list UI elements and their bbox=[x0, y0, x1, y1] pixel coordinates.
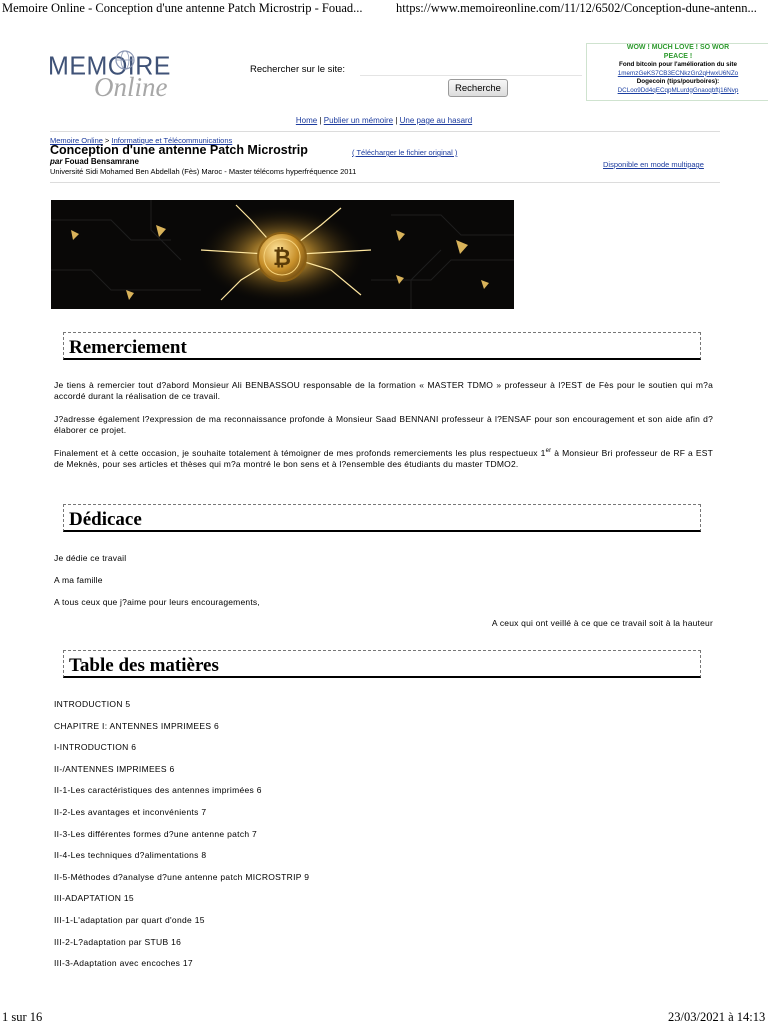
bitcoin-address-link[interactable]: 1memzGeKS7CB3ECNkzGn2qHwxU6NZo bbox=[617, 69, 739, 77]
donate-bitcoin-label: Fond bitcoin pour l'amélioration du site bbox=[619, 61, 737, 68]
divider bbox=[50, 131, 720, 132]
nav-publish-link[interactable]: Publier un mémoire bbox=[323, 116, 394, 125]
search-label: Rechercher sur le site: bbox=[250, 64, 346, 75]
toc-item[interactable]: III-1-L'adaptation par quart d'onde 15 bbox=[54, 915, 205, 925]
university-line: Université Sidi Mohamed Ben Abdellah (Fès) Maroc - Master télécoms hyperfréquence 2011 bbox=[50, 167, 357, 176]
section-heading-dedicace: Dédicace bbox=[63, 504, 701, 532]
toc-item[interactable]: III-3-Adaptation avec encoches 17 bbox=[54, 958, 193, 969]
page-title: Conception d'une antenne Patch Microstrip bbox=[50, 143, 308, 157]
globe-icon bbox=[114, 49, 136, 71]
donate-slogan: WOW ! MUCH LOVE ! SO WOR bbox=[626, 44, 730, 51]
divider bbox=[50, 182, 720, 183]
nav-random-link[interactable]: Une page au hasard bbox=[399, 116, 473, 125]
dedication-line: Je dédie ce travail bbox=[54, 553, 127, 563]
toc-item[interactable]: III-2-L?adaptation par STUB 16 bbox=[54, 936, 182, 947]
print-header-url: https://www.memoireonline.com/11/12/6502/Conception-dune-antenn... bbox=[396, 1, 757, 15]
paragraph-text: Finalement et à cette occasion, je souhaite totalement à témoigner de mes profonds remerciements les plus respectueux 1 bbox=[54, 448, 546, 458]
toc-item[interactable]: III-ADAPTATION 15 bbox=[54, 893, 134, 904]
banner-graphic bbox=[51, 200, 514, 309]
search-input[interactable] bbox=[360, 75, 582, 76]
paragraph bbox=[54, 448, 713, 470]
print-datetime: 23/03/2021 à 14:13 bbox=[668, 1010, 766, 1024]
toc-item[interactable]: II-5-Méthodes d?analyse d?une antenne patch MICROSTRIP 9 bbox=[54, 871, 310, 882]
logo-word-memoire: MEMOIRE bbox=[48, 51, 171, 81]
section-heading-remerciement: Remerciement bbox=[63, 332, 701, 360]
search-button[interactable]: Recherche bbox=[448, 79, 508, 97]
nav-separator: | bbox=[393, 116, 400, 125]
toc-item[interactable]: II-1-Les caractéristiques des antennes imprimées 6 bbox=[54, 785, 262, 796]
toc-item[interactable]: II-/ANTENNES IMPRIMEES 6 bbox=[54, 763, 175, 774]
nav-separator: | bbox=[317, 116, 324, 125]
toc-item[interactable]: CHAPITRE I: ANTENNES IMPRIMEES 6 bbox=[54, 720, 219, 731]
toc-item[interactable]: II-3-Les différentes formes d?une antenne patch 7 bbox=[54, 828, 258, 839]
print-header-title: Memoire Online - Conception d'une antenne Patch Microstrip - Fouad... bbox=[2, 1, 363, 15]
breadcrumb-root-link[interactable]: Memoire Online bbox=[50, 136, 103, 145]
breadcrumb-separator: > bbox=[102, 136, 112, 145]
toc-item[interactable]: II-2-Les avantages et inconvénients 7 bbox=[54, 807, 207, 817]
toc-item[interactable]: II-4-Les techniques d?alimentations 8 bbox=[54, 850, 207, 861]
print-footer bbox=[0, 1008, 768, 1024]
section-heading-toc: Table des matières bbox=[63, 650, 701, 678]
donate-dogecoin-label: Dogecoin (tips/pourboires): bbox=[636, 78, 720, 85]
author-by: par bbox=[50, 157, 63, 166]
top-nav bbox=[0, 116, 768, 125]
print-header bbox=[0, 0, 768, 18]
logo-word-online: Online bbox=[94, 72, 168, 102]
author-line bbox=[50, 157, 139, 166]
superscript: er bbox=[545, 448, 552, 455]
dedication-line: A ma famille bbox=[54, 575, 103, 585]
page-counter: 1 sur 16 bbox=[2, 1010, 43, 1024]
toc-item[interactable]: I-INTRODUCTION 6 bbox=[54, 742, 137, 753]
dedication-line: A ceux qui ont veillé à ce que ce travail soit à la hauteur bbox=[491, 618, 713, 628]
dedication-line: A tous ceux que j?aime pour leurs encouragements, bbox=[54, 597, 260, 607]
dogecoin-address-link[interactable]: DCLoo9Dd4qECqpMLurdgGnaoqbftj16Nvp bbox=[617, 86, 739, 94]
breadcrumb-category-link[interactable]: Informatique et Télécommunications bbox=[111, 136, 233, 145]
paragraph: Je tiens à remercier tout d?abord Monsieur Ali BENBASSOU responsable de la formation « MASTER TDMO » professeur à l?EST de Fès pour le soutien qui m?a accordé durant la réalisation de ce travail. bbox=[54, 380, 713, 401]
toc-item[interactable]: INTRODUCTION 5 bbox=[54, 699, 131, 709]
svg-text:₿: ₿ bbox=[273, 246, 291, 271]
site-logo[interactable] bbox=[48, 52, 188, 102]
bitcoin-banner-image[interactable] bbox=[51, 200, 514, 309]
paragraph-text: à Monsieur Bri professeur de RF a EST de Meknès, pour ses articles et thèses qui m?a montré le bon sens et à l?ensemble des étudiants du master TDMO2. bbox=[54, 448, 713, 469]
donate-peace: PEACE ! bbox=[663, 52, 693, 60]
author-name: Fouad Bensamrane bbox=[64, 157, 139, 166]
donation-box bbox=[586, 43, 768, 101]
nav-home-link[interactable]: Home bbox=[295, 116, 318, 125]
multipage-link[interactable]: Disponible en mode multipage bbox=[603, 160, 704, 169]
paragraph: J?adresse également l?expression de ma reconnaissance profonde à Monsieur Saad BENNANI professeur à l?ENSAF pour son encouragement et son aide afin d?élaborer ce projet. bbox=[54, 414, 713, 435]
download-original-link[interactable]: ( Télécharger le fichier original ) bbox=[352, 148, 458, 157]
